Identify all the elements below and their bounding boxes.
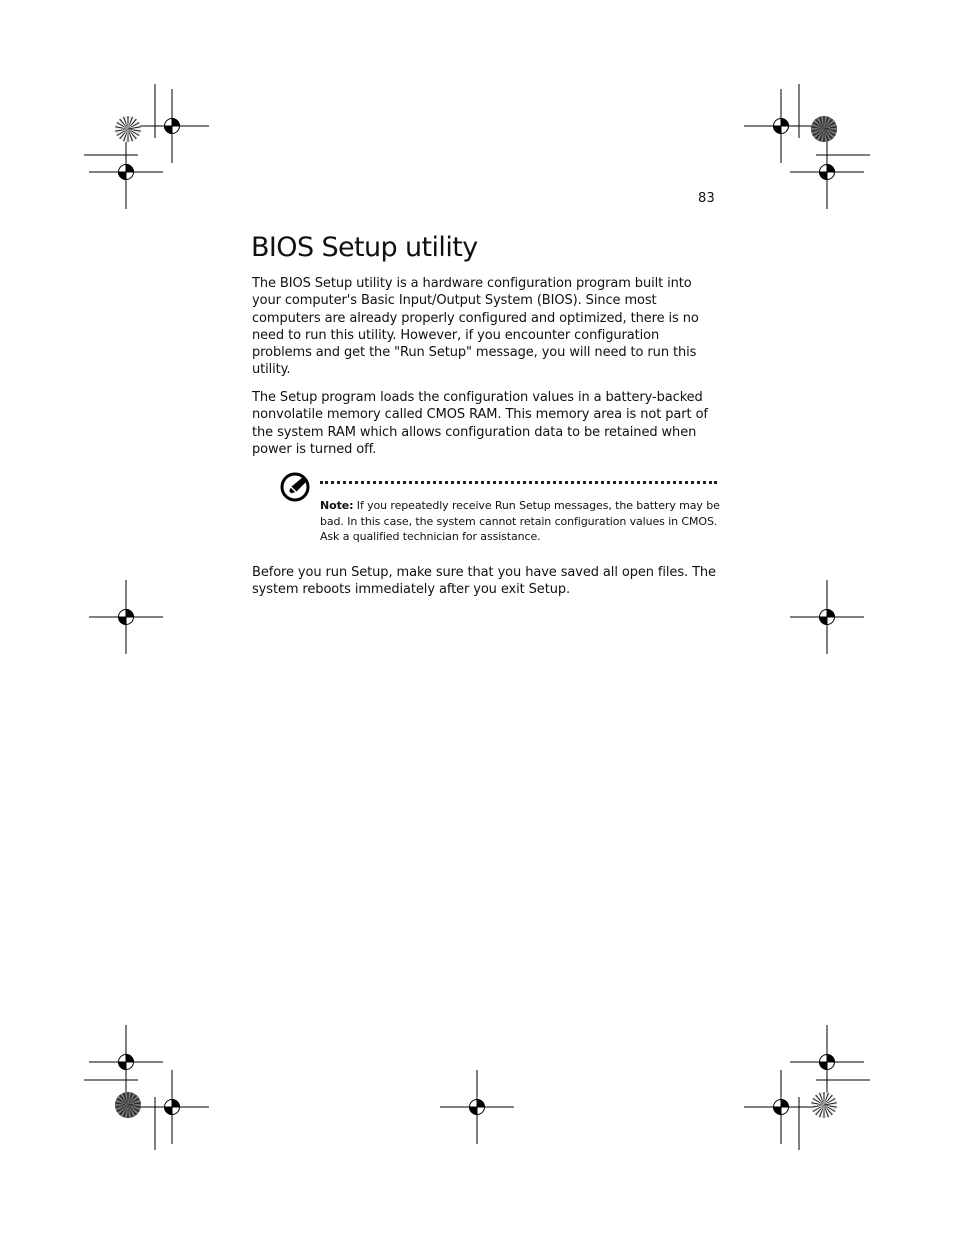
registration-mark-icon	[135, 1070, 209, 1144]
registration-mark-icon	[89, 580, 163, 654]
body-paragraph: The Setup program loads the configuration values in a battery-backed nonvolatile memory called CMOS RAM. This memory area is not part of the system RAM which allows configuration data to be retained when power is turned off.	[252, 390, 708, 457]
registration-mark-icon	[744, 89, 818, 163]
registration-mark-icon	[790, 135, 864, 209]
registration-mark-icon	[135, 89, 209, 163]
note-divider	[320, 481, 717, 484]
registration-mark-icon	[440, 1070, 514, 1144]
body-paragraph: Before you run Setup, make sure that you have saved all open files. The system reboots immediately after you exit Setup.	[252, 565, 716, 598]
note-label: Note:	[320, 499, 354, 512]
registration-mark-icon	[744, 1070, 818, 1144]
color-wheel-icon	[115, 116, 141, 142]
color-wheel-icon	[811, 1092, 837, 1118]
note-pen-icon	[279, 472, 313, 502]
registration-mark-icon	[89, 135, 163, 209]
page-number: 83	[698, 191, 715, 206]
color-wheel-icon	[811, 116, 837, 142]
registration-mark-icon	[790, 1025, 864, 1099]
body-paragraph: The BIOS Setup utility is a hardware configuration program built into your computer's Basic Input/Output System (BIOS). Since most computers are already properly configured and optimized, there is no need to run this utility. However, if you encounter configuration problems and get the "Run Setup" message, you will need to run this utility.	[252, 276, 699, 378]
note-body: If you repeatedly receive Run Setup messages, the battery may be bad. In this case, the system cannot retain configuration values in CMOS. Ask a qualified technician for assistance.	[320, 499, 720, 544]
registration-mark-icon	[790, 580, 864, 654]
color-wheel-icon	[115, 1092, 141, 1118]
registration-mark-icon	[89, 1025, 163, 1099]
note-text	[320, 498, 720, 545]
page-title: BIOS Setup utility	[251, 232, 478, 263]
